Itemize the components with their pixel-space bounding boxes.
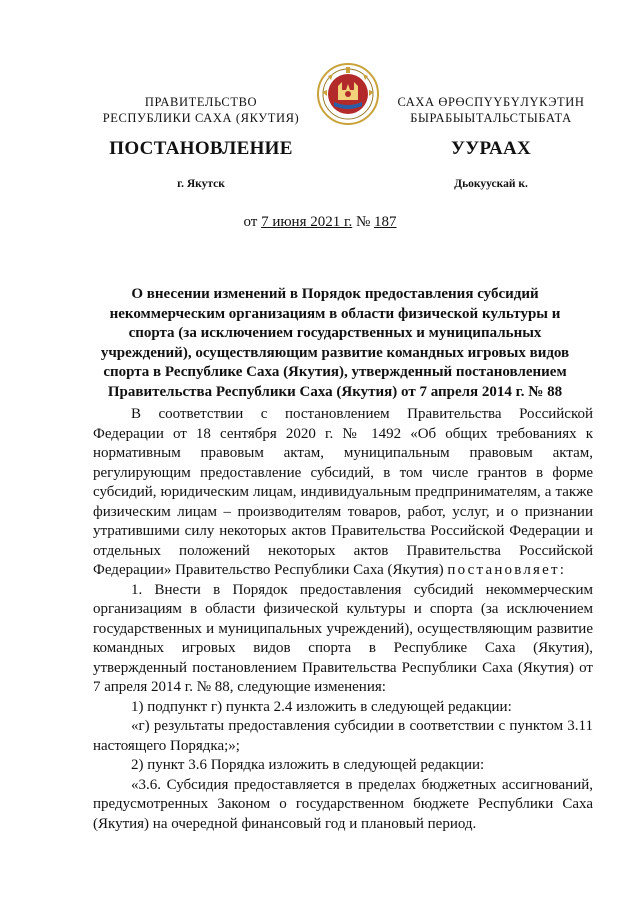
government-line-2: БЫРАБЫЫТАЛЬСТЫБАТА xyxy=(410,111,572,125)
title-line: Правительства Республики Саха (Якутия) от 7 апреля 2014 г. № 88 xyxy=(107,383,563,400)
city-yakut: Дьокуускай к. xyxy=(454,178,528,190)
preamble-paragraph xyxy=(93,405,593,581)
document-body xyxy=(93,405,593,834)
date-number-line xyxy=(0,214,640,231)
document-type-yakut: УУРААХ xyxy=(450,138,532,159)
city-russian: г. Якутск xyxy=(177,178,225,190)
decree-word: постановляет: xyxy=(447,562,567,578)
subitem-2-paragraph: 2) пункт 3.6 Порядка изложить в следующей редакции: xyxy=(131,757,485,773)
government-name-russian xyxy=(96,94,306,126)
title-line: некоммерческим организациям в области физической культуры и xyxy=(109,305,561,322)
government-line-1: САХА ӨРӨСПҮҮБҮЛҮКЭТИН xyxy=(397,95,585,109)
document-number: 187 xyxy=(374,214,397,230)
title-line: спорта в Республике Саха (Якутия), утвержденный постановлением xyxy=(103,364,567,380)
date-prefix: от xyxy=(243,214,258,230)
preamble-text: В соответствии с постановлением Правительства Российской Федерации от 18 сентября 2020 г. № 1492 «Об общих требованиях к нормативным правовым актам, муниципальным правовым актам, регулирующим предоставление субсидий, в том числе грантов в форме субсидий, юридическим лицам, индивидуальным предпринимателям, а также физическим лицам – производителям товаров, работ, услуг, и о признании утратившими силу некоторых актов Правительства Российской Федерации и отдельных положений некоторых актов Правительства Российской Федерации» Правительство Республики Саха (Якутия) xyxy=(93,406,593,578)
subitem-1-text: «г) результаты предоставления субсидии в соответствии с пунктом 3.11 настоящего Порядка;»; xyxy=(93,718,593,754)
document-type-russian: ПОСТАНОВЛЕНИЕ xyxy=(109,138,293,159)
government-name-yakut xyxy=(386,94,596,126)
coat-of-arms-icon xyxy=(316,62,380,126)
title-line: О внесении изменений в Порядок предоставления субсидий xyxy=(131,286,539,302)
title-line: спорта (за исключением государственных и муниципальных xyxy=(128,325,542,341)
title-line: учреждений), осуществляющим развитие командных игровых видов xyxy=(100,344,570,361)
number-prefix: № xyxy=(355,214,371,230)
subitem-2-text: «3.6. Субсидия предоставляется в пределах бюджетных ассигнований, предусмотренных Законом о государственном бюджете Республики Саха (Якутия) на очередной финансовый год и плановый период. xyxy=(93,776,593,832)
document-title xyxy=(100,285,570,402)
item-1-paragraph: 1. Внести в Порядок предоставления субсидий некоммерческим организациям в области физической культуры и спорта (за исключением государственных и муниципальных учреждений), осуществляющим развитие командных игровых видов спорта в Республике Саха (Якутия), утвержденный постановлением Правительства Республики Саха (Якутия) от 7 апреля 2014 г. № 88, следующие изменения: xyxy=(93,581,593,695)
government-line-1: ПРАВИТЕЛЬСТВО xyxy=(144,95,258,109)
subitem-1-paragraph: 1) подпункт г) пункта 2.4 изложить в следующей редакции: xyxy=(131,698,512,715)
government-line-2: РЕСПУБЛИКИ САХА (ЯКУТИЯ) xyxy=(102,111,300,125)
document-date: 7 июня 2021 г. xyxy=(261,214,353,230)
